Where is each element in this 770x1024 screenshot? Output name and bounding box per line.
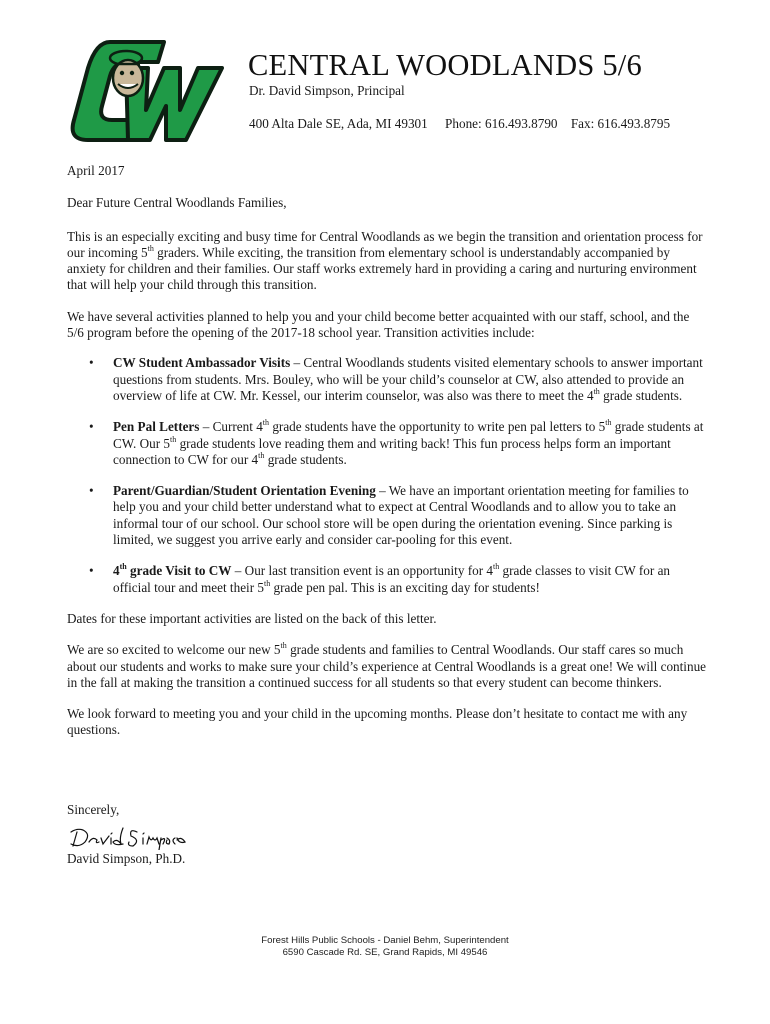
paragraph-intro: This is an especially exciting and busy time for Central Woodlands as we begin the transition and orientation process for our incoming 5th graders. While exciting, the transition from elementary school is understandably accompanied by anxiety for children and their families. Our staff works extremely hard in providing a caring and nurturing environment that will help your child through this transition.	[67, 228, 703, 293]
activity-title: Parent/Guardian/Student Orientation Evening	[113, 483, 376, 499]
paragraph-welcome: We are so excited to welcome our new 5th grade students and families to Central Woodlands. Our staff cares so much about our students and works to make sure your child’s experience at Central Woodlands is a great one! We will continue in the fall at making the transition a continued success for all students so that every student can become thinkers.	[67, 641, 707, 690]
signature	[67, 824, 187, 850]
bullet: •	[89, 419, 94, 435]
closing: Sincerely,	[67, 802, 120, 817]
list-item: • CW Student Ambassador Visits – Central Woodlands students visited elementary schools to answer important questions from students. Mrs. Bouley, who will be your child’s counselor at CW, also attended to provide an overview of life at CW. Mr. Kessel, our interim counselor, was also was there to meet the 4th grade students.	[89, 355, 703, 403]
paragraph-dates: Dates for these important activities are listed on the back of this letter.	[67, 610, 437, 626]
footer	[0, 935, 770, 959]
letter-date: April 2017	[67, 163, 125, 178]
footer-address: 6590 Cascade Rd. SE, Grand Rapids, MI 49546	[282, 947, 488, 958]
letter-body	[67, 163, 707, 754]
school-fax: Fax: 616.493.8795	[570, 116, 671, 131]
school-name: CENTRAL WOODLANDS 5/6	[248, 48, 642, 82]
school-phone: Phone: 616.493.8790	[445, 116, 558, 131]
signer-name: David Simpson, Ph.D.	[67, 851, 186, 866]
school-logo	[66, 36, 226, 144]
bullet: •	[89, 355, 94, 371]
bullet: •	[89, 483, 94, 499]
salutation: Dear Future Central Woodlands Families,	[67, 195, 287, 211]
activity-title: CW Student Ambassador Visits	[113, 355, 291, 371]
activity-title: 4th grade Visit to CW	[113, 562, 232, 579]
list-item: • Parent/Guardian/Student Orientation Evening – We have an important orientation meeting for families to help you and your child better understand what to expect at Central Woodlands and to allow you to take an informal tour of our school. Our school store will be open during the orientation evening. Since parking is limited, we suggest you arrive early and consider car-pooling for this event.	[89, 483, 689, 548]
mascot-icon	[110, 51, 143, 96]
activity-title: Pen Pal Letters	[113, 419, 200, 435]
paragraph-closing: We look forward to meeting you and your child in the upcoming months. Please don’t hesitate to contact me with any questions.	[67, 706, 688, 738]
activities-list	[67, 355, 707, 596]
footer-district: Forest Hills Public Schools - Daniel Behm, Superintendent	[261, 935, 509, 946]
contact-line	[249, 116, 670, 132]
list-item: • Pen Pal Letters – Current 4th grade students have the opportunity to write pen pal letters to 5th grade students at CW. Our 5th grade students love reading them and writing back! This fun process helps form an important connection to CW for our 4th grade students.	[89, 418, 704, 467]
principal-name: Dr. David Simpson, Principal	[249, 83, 405, 98]
list-item: • 4th grade Visit to CW – Our last transition event is an opportunity for 4th grade classes to visit CW for an official tour and meet their 5th grade pen pal. This is an exciting day for students!	[89, 562, 671, 595]
paragraph-activities-intro: We have several activities planned to help you and your child become better acquainted with our staff, school, and the 5/6 program before the opening of the 2017-18 school year. Transition activities include:	[67, 308, 690, 341]
school-address: 400 Alta Dale SE, Ada, MI 49301	[249, 116, 428, 131]
bullet: •	[89, 563, 94, 579]
